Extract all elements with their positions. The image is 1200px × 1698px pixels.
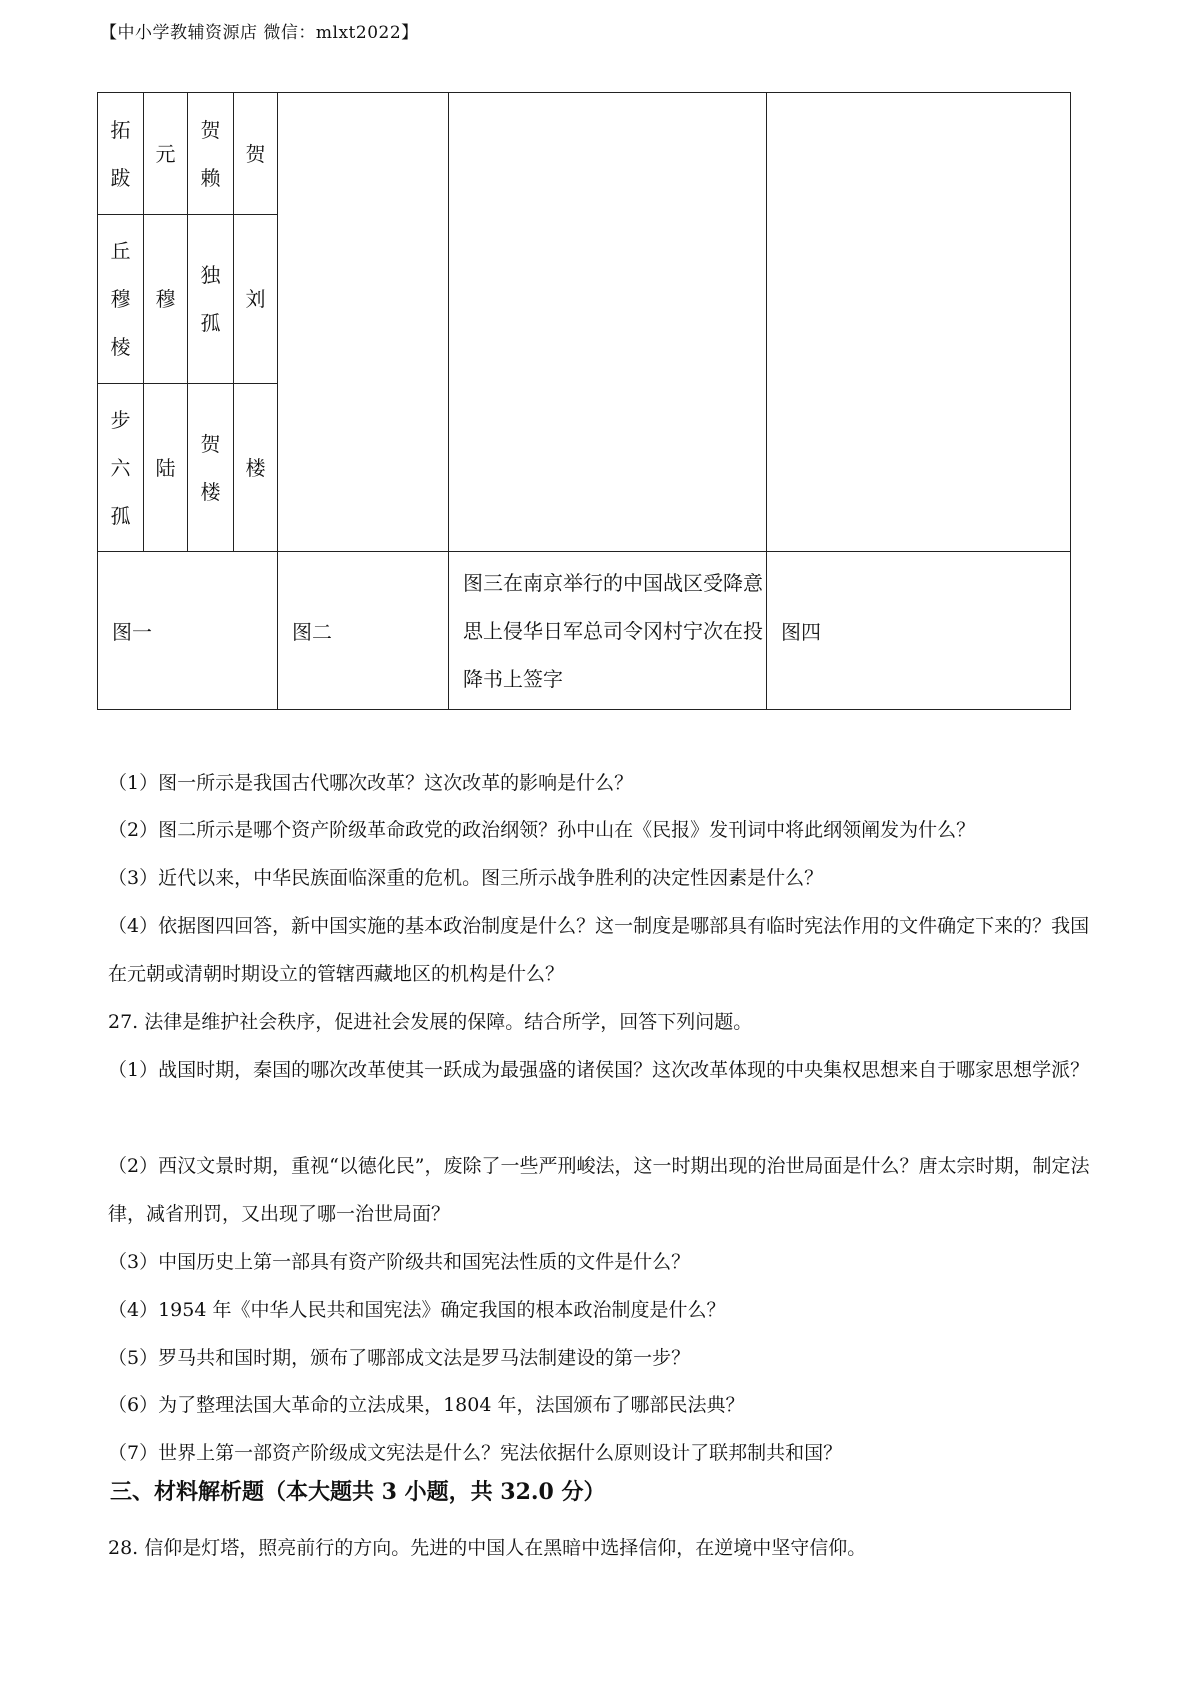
q28-stem: 28. 信仰是灯塔，照亮前行的方向。先进的中国人在黑暗中选择信仰，在逆境中坚守信仰。 [108, 1537, 867, 1559]
name-cell: 贺 [234, 93, 278, 215]
name-cell: 元 [144, 93, 188, 215]
name-cell: 陆 [144, 384, 188, 552]
page-header: 【中小学教辅资源店 微信：mlxt2022】 [100, 23, 419, 43]
q27-item-6: （6）为了整理法国大革命的立法成果，1804 年，法国颁布了哪部民法典？ [108, 1394, 745, 1416]
figure-2-caption: 图二 [278, 552, 449, 710]
name-cell: 楼 [234, 384, 278, 552]
figure-3-image-area [449, 93, 767, 552]
q26-item-4: （4）依据图四回答，新中国实施的基本政治制度是什么？这一制度是哪部具有临时宪法作用的文件确定下来的？我国在元朝或清朝时期设立的管辖西藏地区的机构是什么？ [108, 915, 1090, 985]
q26-item-2: （2）图二所示是哪个资产阶级革命政党的政治纲领？孙中山在《民报》发刊词中将此纲领阐发为什么？ [108, 819, 976, 841]
q26-item-1: （1）图一所示是我国古代哪次改革？这次改革的影响是什么？ [108, 772, 634, 794]
q27-item-4: （4）1954 年《中华人民共和国宪法》确定我国的根本政治制度是什么？ [108, 1299, 726, 1321]
q27-item-1: （1）战国时期，秦国的哪次改革使其一跃成为最强盛的诸侯国？这次改革体现的中央集权思想来自于哪家思想学派？ [108, 1059, 1090, 1081]
figure-3-caption: 图三在南京举行的中国战区受降意思上侵华日军总司令冈村宁次在投降书上签字 [449, 552, 767, 710]
figure-4-caption: 图四 [767, 552, 1071, 710]
q27-item-7: （7）世界上第一部资产阶级成文宪法是什么？宪法依据什么原则设计了联邦制共和国？ [108, 1442, 843, 1464]
figure-table [97, 92, 1071, 710]
figure-4-image-area [767, 93, 1071, 552]
q26-item-3: （3）近代以来，中华民族面临深重的危机。图三所示战争胜利的决定性因素是什么？ [108, 867, 824, 889]
name-cell: 贺 楼 [188, 384, 234, 552]
name-cell: 贺 赖 [188, 93, 234, 215]
section-3-title: 三、材料解析题（本大题共 3 小题，共 32.0 分） [110, 1479, 606, 1505]
name-cell: 丘 穆 棱 [98, 215, 144, 384]
q27-item-3: （3）中国历史上第一部具有资产阶级共和国宪法性质的文件是什么？ [108, 1251, 691, 1273]
name-cell: 穆 [144, 215, 188, 384]
name-cell: 拓 跋 [98, 93, 144, 215]
figure-1-caption: 图一 [98, 552, 278, 710]
name-cell: 刘 [234, 215, 278, 384]
name-cell: 独 孤 [188, 215, 234, 384]
q27-item-5: （5）罗马共和国时期，颁布了哪部成文法是罗马法制建设的第一步？ [108, 1347, 691, 1369]
figure-2-image-area [278, 93, 449, 552]
q27-stem: 27. 法律是维护社会秩序，促进社会发展的保障。结合所学，回答下列问题。 [108, 1011, 753, 1033]
name-cell: 步 六 孤 [98, 384, 144, 552]
q27-item-2: （2）西汉文景时期，重视“以德化民”，废除了一些严刑峻法，这一时期出现的治世局面是什么？唐太宗时期，制定法律，减省刑罚，又出现了哪一治世局面？ [108, 1155, 1090, 1225]
